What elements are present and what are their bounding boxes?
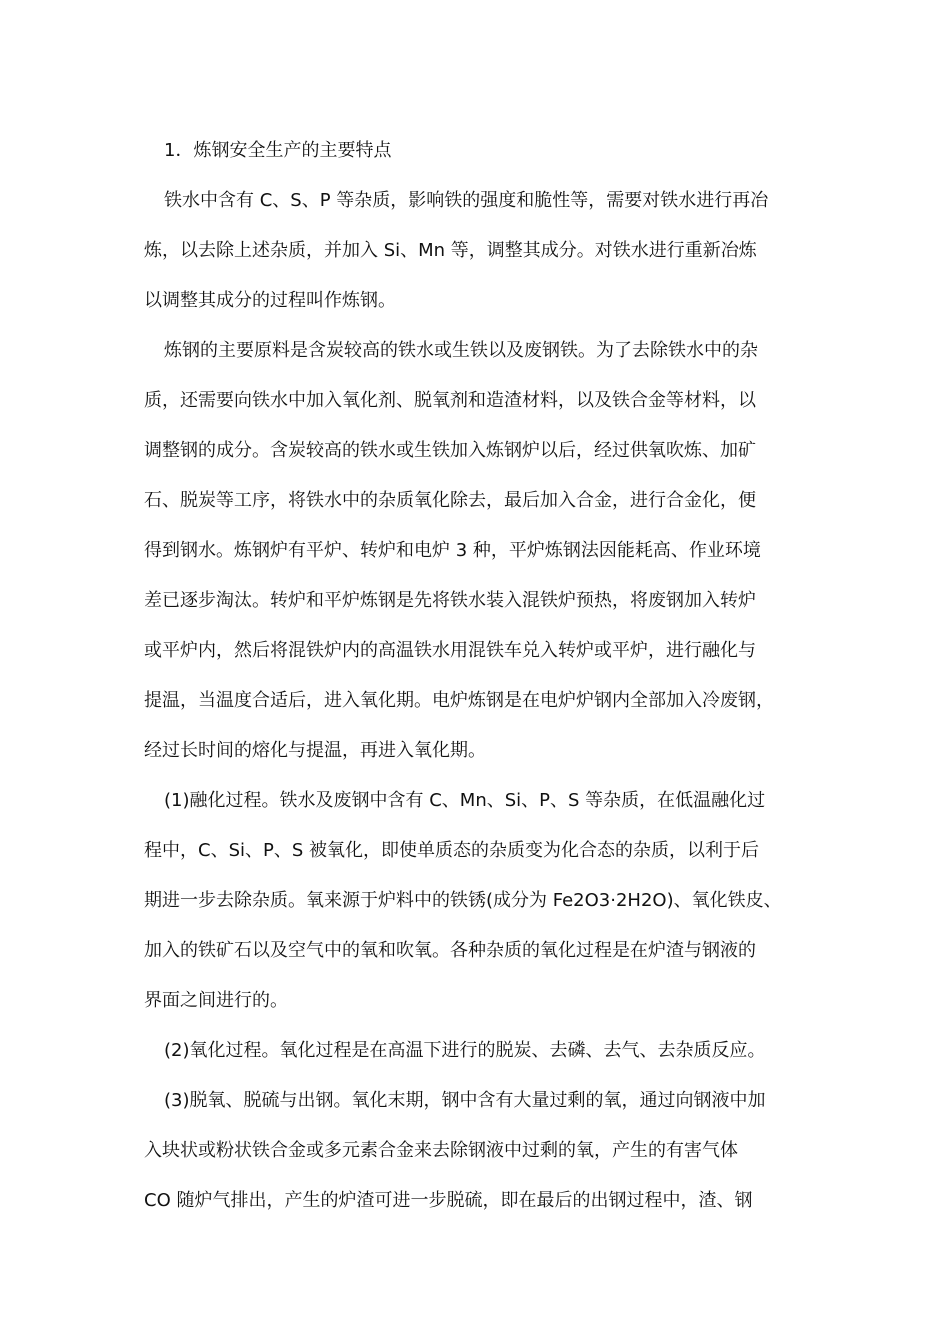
section-heading: 1．炼钢安全生产的主要特点: [164, 140, 392, 161]
text-line: 质，还需要向铁水中加入氧化剂、脱氧剂和造渣材料，以及铁合金等材料，以: [144, 390, 756, 411]
paragraph-intro: [144, 176, 824, 326]
text-line: 以调整其成分的过程叫作炼钢。: [144, 290, 396, 311]
text-line: 石、脱炭等工序，将铁水中的杂质氧化除去，最后加入合金，进行合金化，便: [144, 490, 756, 511]
paragraph-deoxidation: [144, 1076, 824, 1226]
text-line: CO 随炉气排出，产生的炉渣可进一步脱硫，即在最后的出钢过程中，渣、钢: [144, 1190, 753, 1211]
text-line: 调整钢的成分。含炭较高的铁水或生铁加入炼钢炉以后，经过供氧吹炼、加矿: [144, 440, 756, 461]
text-line: 差已逐步淘汰。转炉和平炉炼钢是先将铁水装入混铁炉预热，将废钢加入转炉: [144, 590, 756, 611]
text-line: (3)脱氧、脱硫与出钢。氧化末期，钢中含有大量过剩的氧，通过向钢液中加: [164, 1090, 766, 1111]
document-page: [144, 126, 824, 1226]
text-line: (2)氧化过程。氧化过程是在高温下进行的脱炭、去磷、去气、去杂质反应。: [164, 1040, 766, 1061]
text-line: 提温，当温度合适后，进入氧化期。电炉炼钢是在电炉炉钢内全部加入冷废钢，: [144, 690, 774, 711]
text-line: 炼钢的主要原料是含炭较高的铁水或生铁以及废钢铁。为了去除铁水中的杂: [164, 340, 758, 361]
text-line: 得到钢水。炼钢炉有平炉、转炉和电炉 3 种，平炉炼钢法因能耗高、作业环境: [144, 540, 761, 561]
text-line: (1)融化过程。铁水及废钢中含有 C、Mn、Si、P、S 等杂质，在低温融化过: [164, 790, 766, 811]
text-line: 炼，以去除上述杂质，并加入 Si、Mn 等，调整其成分。对铁水进行重新冶炼: [144, 240, 757, 261]
paragraph-melting: [144, 776, 824, 1026]
text-line: 加入的铁矿石以及空气中的氧和吹氧。各种杂质的氧化过程是在炉渣与钢液的: [144, 940, 756, 961]
text-line: 界面之间进行的。: [144, 990, 288, 1011]
text-line: 程中，C、Si、P、S 被氧化，即使单质态的杂质变为化合态的杂质，以利于后: [144, 840, 759, 861]
paragraph-oxidation: [144, 1026, 824, 1076]
paragraph-raw-materials: [144, 326, 824, 776]
text-line: 经过长时间的熔化与提温，再进入氧化期。: [144, 740, 486, 761]
text-line: 铁水中含有 C、S、P 等杂质，影响铁的强度和脆性等，需要对铁水进行再冶: [164, 190, 769, 211]
text-line: 期进一步去除杂质。氧来源于炉料中的铁锈(成分为 Fe2O3·2H2O)、氧化铁皮、: [144, 890, 782, 911]
text-line: 入块状或粉状铁合金或多元素合金来去除钢液中过剩的氧，产生的有害气体: [144, 1140, 738, 1161]
text-line: 或平炉内，然后将混铁炉内的高温铁水用混铁车兑入转炉或平炉，进行融化与: [144, 640, 756, 661]
